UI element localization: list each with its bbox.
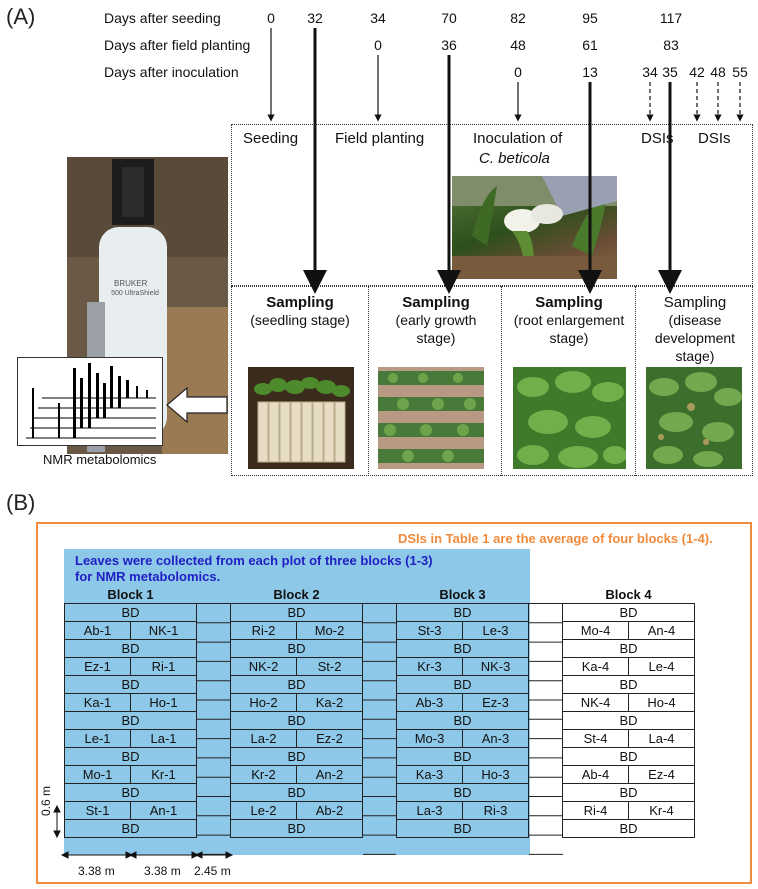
stage-disease-head: Sampling	[663, 294, 727, 311]
plot-cell: Ka-3	[397, 766, 463, 784]
border-row-cell: BD	[563, 784, 695, 802]
row-label-field-planting: Days after field planting	[104, 37, 251, 53]
plot-cell: NK-4	[563, 694, 629, 712]
plot-cell: Kr-4	[629, 802, 695, 820]
plot-cell: Ri-4	[563, 802, 629, 820]
field-row	[563, 604, 695, 622]
plot-cell: Ez-1	[65, 658, 131, 676]
event-inoculation: Inoculation of	[473, 130, 563, 147]
event-dsis-2: DSIs	[698, 130, 731, 147]
border-row-cell: BD	[231, 748, 363, 766]
plot-cell: Ab-3	[397, 694, 463, 712]
event-pathogen: C. beticola	[479, 150, 550, 167]
border-row-cell: BD	[563, 676, 695, 694]
row-height-dim: 0.6 m	[39, 785, 53, 816]
block-4-grid	[562, 603, 695, 838]
field-row	[563, 820, 695, 838]
field-row	[563, 640, 695, 658]
plot-cell: St-4	[563, 730, 629, 748]
dsi-average-note: DSIs in Table 1 are the average of four blocks (1-4).	[398, 531, 713, 546]
day-seeding-32: 32	[307, 10, 323, 26]
border-row-cell: BD	[397, 748, 529, 766]
field-row	[65, 712, 197, 730]
plot-cell: Kr-2	[231, 766, 297, 784]
field-row	[563, 694, 695, 712]
border-row-cell: BD	[65, 820, 197, 838]
plot-cell: Ab-2	[297, 802, 363, 820]
stage-early-sub: (early growth stage)	[395, 312, 477, 346]
border-row-cell: BD	[563, 712, 695, 730]
field-row	[65, 640, 197, 658]
day-planting-0: 0	[374, 37, 382, 53]
nmr-metabolomics-label: NMR metabolomics	[43, 452, 157, 467]
nmr-collection-note-1: Leaves were collected from each plot of three blocks (1-3)	[75, 553, 433, 568]
border-row-cell: BD	[65, 784, 197, 802]
field-row	[563, 784, 695, 802]
plot-cell: An-1	[131, 802, 197, 820]
row-label-inoculation: Days after inoculation	[104, 64, 239, 80]
border-row-cell: BD	[397, 784, 529, 802]
border-row-cell: BD	[397, 604, 529, 622]
dimension-markers	[40, 798, 240, 868]
field-row	[563, 730, 695, 748]
day-seeding-82: 82	[510, 10, 526, 26]
day-inoc-42: 42	[689, 64, 705, 80]
day-seeding-0: 0	[267, 10, 275, 26]
day-seeding-117: 117	[659, 10, 683, 26]
plot-width-dim-1: 3.38 m	[78, 864, 115, 878]
plot-cell: Ri-2	[231, 622, 297, 640]
day-seeding-70: 70	[441, 10, 457, 26]
day-planting-83: 83	[663, 37, 679, 53]
plot-cell: Ez-4	[629, 766, 695, 784]
plot-cell: Ho-2	[231, 694, 297, 712]
border-row-cell: BD	[231, 604, 363, 622]
field-row	[65, 694, 197, 712]
stage-root-head: Sampling	[535, 294, 603, 311]
nmr-collection-note-2: for NMR metabolomics.	[75, 569, 221, 584]
plot-cell: Mo-4	[563, 622, 629, 640]
event-field-planting: Field planting	[335, 130, 425, 147]
field-row	[563, 622, 695, 640]
plot-cell: Ka-1	[65, 694, 131, 712]
day-inoc-35: 35	[662, 64, 678, 80]
panel-b-label: (B)	[6, 490, 36, 515]
plot-cell: Mo-2	[297, 622, 363, 640]
border-row-cell: BD	[563, 604, 695, 622]
border-row-cell: BD	[563, 820, 695, 838]
plot-cell: Ho-4	[629, 694, 695, 712]
plot-cell: Mo-3	[397, 730, 463, 748]
spectrometer-model: 500 UltraShield	[111, 290, 159, 297]
day-inoc-55: 55	[732, 64, 748, 80]
plot-cell: Ho-3	[463, 766, 529, 784]
plot-cell: Ab-4	[563, 766, 629, 784]
block-4-title: Block 4	[605, 587, 652, 602]
plot-cell: Kr-1	[131, 766, 197, 784]
plot-cell: NK-1	[131, 622, 197, 640]
plot-cell: La-1	[131, 730, 197, 748]
border-row-cell: BD	[231, 820, 363, 838]
plot-cell: Ka-4	[563, 658, 629, 676]
day-inoc-13: 13	[582, 64, 598, 80]
field-row	[563, 712, 695, 730]
path-lines	[196, 603, 563, 855]
plot-cell: La-3	[397, 802, 463, 820]
field-row	[65, 604, 197, 622]
field-row	[563, 748, 695, 766]
plot-cell: An-2	[297, 766, 363, 784]
border-row-cell: BD	[231, 712, 363, 730]
event-seeding: Seeding	[243, 130, 299, 147]
plot-cell: An-3	[463, 730, 529, 748]
plot-cell: Le-2	[231, 802, 297, 820]
plot-cell: Ka-2	[297, 694, 363, 712]
event-dsis-1: DSIs	[641, 130, 674, 147]
block-1-title: Block 1	[107, 587, 154, 602]
plot-cell: Kr-3	[397, 658, 463, 676]
day-inoc-34: 34	[642, 64, 658, 80]
stage-disease-sub: (disease development stage)	[654, 312, 736, 364]
stage-seedling-sub: (seedling stage)	[250, 312, 350, 328]
plot-cell: St-3	[397, 622, 463, 640]
border-row-cell: BD	[65, 604, 197, 622]
stage-root-sub: (root enlargement stage)	[513, 312, 625, 346]
plot-cell: Le-4	[629, 658, 695, 676]
border-row-cell: BD	[231, 640, 363, 658]
plot-cell: Ab-1	[65, 622, 131, 640]
plot-cell: An-4	[629, 622, 695, 640]
stage-early-head: Sampling	[402, 294, 470, 311]
plot-cell: Ez-3	[463, 694, 529, 712]
field-row	[563, 766, 695, 784]
border-row-cell: BD	[397, 820, 529, 838]
border-row-cell: BD	[397, 712, 529, 730]
border-row-cell: BD	[65, 640, 197, 658]
field-row	[65, 730, 197, 748]
plot-cell: St-2	[297, 658, 363, 676]
plot-cell: NK-3	[463, 658, 529, 676]
border-row-cell: BD	[65, 748, 197, 766]
field-row	[563, 658, 695, 676]
field-row	[563, 802, 695, 820]
field-row	[65, 658, 197, 676]
plot-cell: Ri-3	[463, 802, 529, 820]
day-inoc-48: 48	[710, 64, 726, 80]
plot-cell: Ho-1	[131, 694, 197, 712]
day-planting-61: 61	[582, 37, 598, 53]
row-label-seeding: Days after seeding	[104, 10, 221, 26]
border-row-cell: BD	[231, 784, 363, 802]
border-row-cell: BD	[397, 676, 529, 694]
block-3-title: Block 3	[439, 587, 486, 602]
border-row-cell: BD	[231, 676, 363, 694]
border-row-cell: BD	[65, 712, 197, 730]
day-planting-48: 48	[510, 37, 526, 53]
plot-cell: NK-2	[231, 658, 297, 676]
day-inoc-0: 0	[514, 64, 522, 80]
plot-cell: St-1	[65, 802, 131, 820]
field-row	[563, 676, 695, 694]
day-seeding-95: 95	[582, 10, 598, 26]
field-row	[65, 622, 197, 640]
panel-a-label: (A)	[6, 4, 36, 29]
plot-width-dim-2: 3.38 m	[144, 864, 181, 878]
plot-cell: Le-3	[463, 622, 529, 640]
plot-cell: Mo-1	[65, 766, 131, 784]
stage-seedling-head: Sampling	[266, 294, 334, 311]
path-width-dim: 2.45 m	[194, 864, 231, 878]
field-row	[65, 766, 197, 784]
border-row-cell: BD	[563, 748, 695, 766]
plot-cell: La-2	[231, 730, 297, 748]
day-planting-36: 36	[441, 37, 457, 53]
block-2-title: Block 2	[273, 587, 320, 602]
plot-cell: Ez-2	[297, 730, 363, 748]
field-row	[65, 676, 197, 694]
spectrometer-brand: BRUKER	[114, 279, 148, 288]
day-seeding-34: 34	[370, 10, 386, 26]
plot-cell: La-4	[629, 730, 695, 748]
plot-cell: Ri-1	[131, 658, 197, 676]
field-row	[65, 748, 197, 766]
border-row-cell: BD	[563, 640, 695, 658]
plot-cell: Le-1	[65, 730, 131, 748]
border-row-cell: BD	[65, 676, 197, 694]
border-row-cell: BD	[397, 640, 529, 658]
